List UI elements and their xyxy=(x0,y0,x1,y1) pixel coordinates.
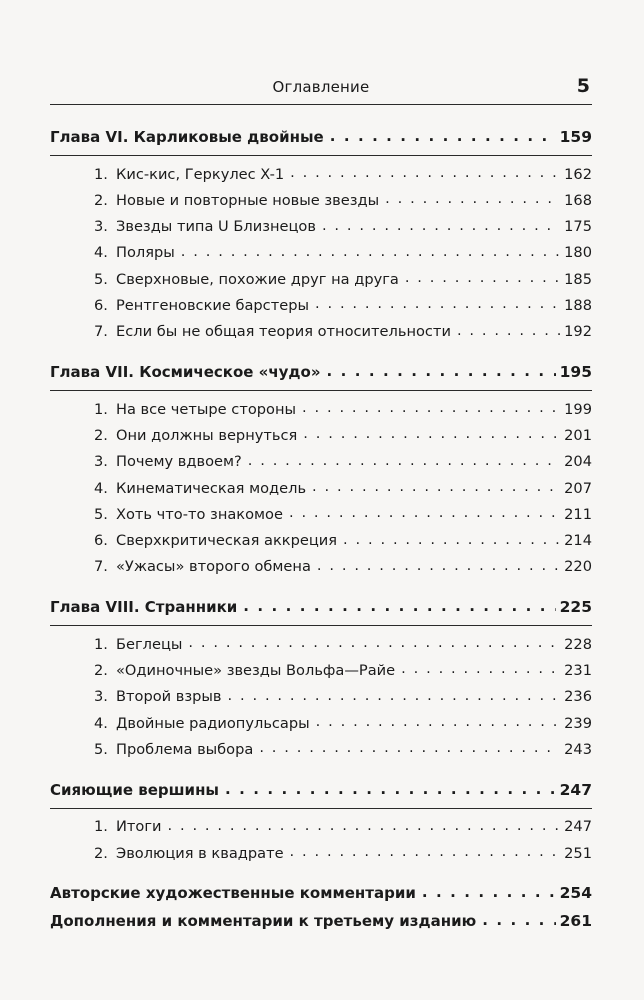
item-number: 2. xyxy=(94,426,108,444)
entry-text: Глава VII. Космическое «чудо» xyxy=(50,363,321,382)
entry-text: Эволюция в квадрате xyxy=(116,844,284,862)
appendix-heading[interactable] xyxy=(50,883,592,911)
toc-item[interactable] xyxy=(50,243,592,269)
entry-text: Сверхновые, похожие друг на друга xyxy=(116,270,399,288)
entry-page-number: 168 xyxy=(564,191,592,209)
dot-leader xyxy=(315,557,560,572)
toc-item-title xyxy=(94,506,287,523)
toc-item[interactable] xyxy=(50,217,592,243)
toc-item[interactable] xyxy=(50,713,592,739)
entry-text: «Ужасы» второго обмена xyxy=(116,558,311,576)
toc-item[interactable] xyxy=(50,295,592,321)
entry-page-number: 261 xyxy=(559,912,592,931)
dot-leader xyxy=(455,322,560,337)
chapter-block xyxy=(50,597,592,765)
item-number: 4. xyxy=(94,244,108,262)
toc-item[interactable] xyxy=(50,504,592,530)
dot-leader xyxy=(288,164,560,179)
entry-text: Поляры xyxy=(116,244,175,262)
item-number: 5. xyxy=(94,740,108,758)
entry-text: Рентгеновские барстеры xyxy=(116,297,309,315)
item-number: 4. xyxy=(94,714,108,732)
dot-leader xyxy=(341,531,560,546)
entry-page-number: 199 xyxy=(564,400,592,418)
entry-text: Кис-кис, Геркулес X-1 xyxy=(116,165,285,183)
entry-page-number: 247 xyxy=(559,780,592,799)
toc-item-title xyxy=(94,192,383,209)
toc-item[interactable] xyxy=(50,687,592,713)
item-number: 1. xyxy=(94,818,108,836)
entry-text: Новые и повторные новые звезды xyxy=(116,191,380,209)
dot-leader xyxy=(246,452,560,467)
toc-item-title xyxy=(94,741,257,758)
entry-page-number: 192 xyxy=(564,323,592,341)
entry-page-number: 220 xyxy=(564,558,592,576)
dot-leader xyxy=(300,399,560,414)
toc-item[interactable] xyxy=(50,843,592,869)
entry-page-number: 180 xyxy=(564,244,592,262)
entry-page-number: 254 xyxy=(559,884,592,903)
dot-leader xyxy=(480,911,555,926)
chapter-heading[interactable] xyxy=(50,780,592,809)
appendix-heading-title xyxy=(50,912,480,930)
toc-item[interactable] xyxy=(50,190,592,216)
dot-leader xyxy=(420,883,556,898)
toc-item-title xyxy=(94,845,288,862)
toc-item-title xyxy=(94,453,246,470)
dot-leader xyxy=(166,817,561,832)
entry-text: Они должны вернуться xyxy=(116,426,298,444)
entry-text: Сияющие вершины xyxy=(50,780,219,799)
item-number: 2. xyxy=(94,844,108,862)
chapter-heading-title xyxy=(50,363,325,381)
dot-leader xyxy=(328,127,556,142)
header-title: Оглавление xyxy=(272,78,370,96)
entry-page-number: 228 xyxy=(564,635,592,653)
dot-leader xyxy=(310,478,560,493)
entry-text: Беглецы xyxy=(116,635,183,653)
toc-item-title xyxy=(94,532,341,549)
entry-page-number: 211 xyxy=(564,505,592,523)
entry-page-number: 225 xyxy=(559,598,592,617)
entry-page-number: 243 xyxy=(564,740,592,758)
item-number: 3. xyxy=(94,218,108,236)
dot-leader xyxy=(320,217,560,232)
dot-leader xyxy=(403,269,560,284)
toc-item[interactable] xyxy=(50,531,592,557)
dot-leader xyxy=(257,739,560,754)
toc-item[interactable] xyxy=(50,322,592,348)
toc-item-title xyxy=(94,244,179,261)
entry-page-number: 214 xyxy=(564,532,592,550)
chapter-heading[interactable] xyxy=(50,597,592,626)
item-number: 5. xyxy=(94,505,108,523)
dot-leader xyxy=(179,243,560,258)
dot-leader xyxy=(287,504,560,519)
entry-page-number: 231 xyxy=(564,662,592,680)
entry-page-number: 207 xyxy=(564,479,592,497)
chapter-heading-title xyxy=(50,598,241,616)
item-number: 7. xyxy=(94,323,108,341)
toc-item-title xyxy=(94,297,313,314)
entry-page-number: 175 xyxy=(564,218,592,236)
toc-item[interactable] xyxy=(50,478,592,504)
entry-page-number: 251 xyxy=(564,844,592,862)
page-number: 5 xyxy=(576,75,590,97)
dot-leader xyxy=(288,843,560,858)
dot-leader xyxy=(241,597,555,612)
chapter-block xyxy=(50,127,592,348)
item-number: 3. xyxy=(94,688,108,706)
toc-item[interactable] xyxy=(50,425,592,451)
entry-text: Кинематическая модель xyxy=(116,479,307,497)
item-number: 6. xyxy=(94,297,108,315)
toc-item-title xyxy=(94,401,300,418)
toc-item-title xyxy=(94,427,301,444)
appendix-heading[interactable] xyxy=(50,911,592,939)
entry-text: Если бы не общая теория относительности xyxy=(116,323,451,341)
toc-item-title xyxy=(94,818,166,835)
toc-item[interactable] xyxy=(50,164,592,190)
entry-text: Двойные радиопульсары xyxy=(116,714,310,732)
toc-item-title xyxy=(94,271,403,288)
running-header xyxy=(50,76,592,105)
entry-page-number: 195 xyxy=(559,363,592,382)
chapter-block xyxy=(50,780,592,870)
toc-item[interactable] xyxy=(50,557,592,583)
entry-text: Звезды типа U Близнецов xyxy=(116,218,316,236)
chapter-block xyxy=(50,362,592,583)
toc-item[interactable] xyxy=(50,452,592,478)
toc-item[interactable] xyxy=(50,269,592,295)
entry-text: Глава VIII. Странники xyxy=(50,598,238,617)
entry-page-number: 188 xyxy=(564,297,592,315)
chapter-heading-title xyxy=(50,128,328,146)
entry-text: На все четыре стороны xyxy=(116,400,297,418)
entry-page-number: 247 xyxy=(564,818,592,836)
toc-item-title xyxy=(94,480,310,497)
toc-item-title xyxy=(94,323,455,340)
entry-page-number: 204 xyxy=(564,453,592,471)
entry-text: Дополнения и комментарии к третьему изданию xyxy=(50,912,477,931)
toc-item[interactable] xyxy=(50,399,592,425)
dot-leader xyxy=(186,634,560,649)
toc-item[interactable] xyxy=(50,817,592,843)
entry-text: Глава VI. Карликовые двойные xyxy=(50,128,324,146)
dot-leader xyxy=(301,425,560,440)
entry-text: Хоть что-то знакомое xyxy=(116,505,283,523)
item-number: 3. xyxy=(94,453,108,471)
dot-leader xyxy=(226,687,560,702)
entry-text: Авторские художественные комментарии xyxy=(50,884,416,903)
dot-leader xyxy=(383,190,560,205)
entry-page-number: 239 xyxy=(564,714,592,732)
entry-page-number: 159 xyxy=(559,128,592,146)
item-number: 1. xyxy=(94,165,108,183)
chapter-heading[interactable] xyxy=(50,362,592,391)
entry-text: Проблема выбора xyxy=(116,740,254,758)
table-of-contents xyxy=(50,127,592,939)
toc-item[interactable] xyxy=(50,660,592,686)
item-number: 6. xyxy=(94,532,108,550)
toc-item-title xyxy=(94,715,314,732)
dot-leader xyxy=(325,362,556,377)
entry-text: Второй взрыв xyxy=(116,688,222,706)
entry-text: Итоги xyxy=(116,818,162,836)
item-number: 2. xyxy=(94,662,108,680)
toc-item-title xyxy=(94,662,399,679)
appendix-heading-title xyxy=(50,884,420,902)
entry-text: Почему вдвоем? xyxy=(116,453,242,471)
entry-page-number: 162 xyxy=(564,165,592,183)
item-number: 1. xyxy=(94,635,108,653)
toc-item-title xyxy=(94,218,320,235)
entry-page-number: 236 xyxy=(564,688,592,706)
toc-item-title xyxy=(94,558,315,575)
item-number: 5. xyxy=(94,270,108,288)
toc-item-title xyxy=(94,688,226,705)
entry-page-number: 185 xyxy=(564,270,592,288)
dot-leader xyxy=(314,713,560,728)
dot-leader xyxy=(313,295,560,310)
dot-leader xyxy=(223,780,556,795)
entry-text: Сверхкритическая аккреция xyxy=(116,532,338,550)
item-number: 7. xyxy=(94,558,108,576)
entry-text: «Одиночные» звезды Вольфа—Райе xyxy=(116,662,396,680)
toc-item-title xyxy=(94,636,186,653)
dot-leader xyxy=(399,660,560,675)
entry-page-number: 201 xyxy=(564,426,592,444)
toc-item[interactable] xyxy=(50,739,592,765)
item-number: 1. xyxy=(94,400,108,418)
item-number: 2. xyxy=(94,191,108,209)
item-number: 4. xyxy=(94,479,108,497)
toc-item[interactable] xyxy=(50,634,592,660)
toc-item-title xyxy=(94,166,288,183)
chapter-heading-title xyxy=(50,781,223,799)
chapter-heading[interactable] xyxy=(50,127,592,156)
